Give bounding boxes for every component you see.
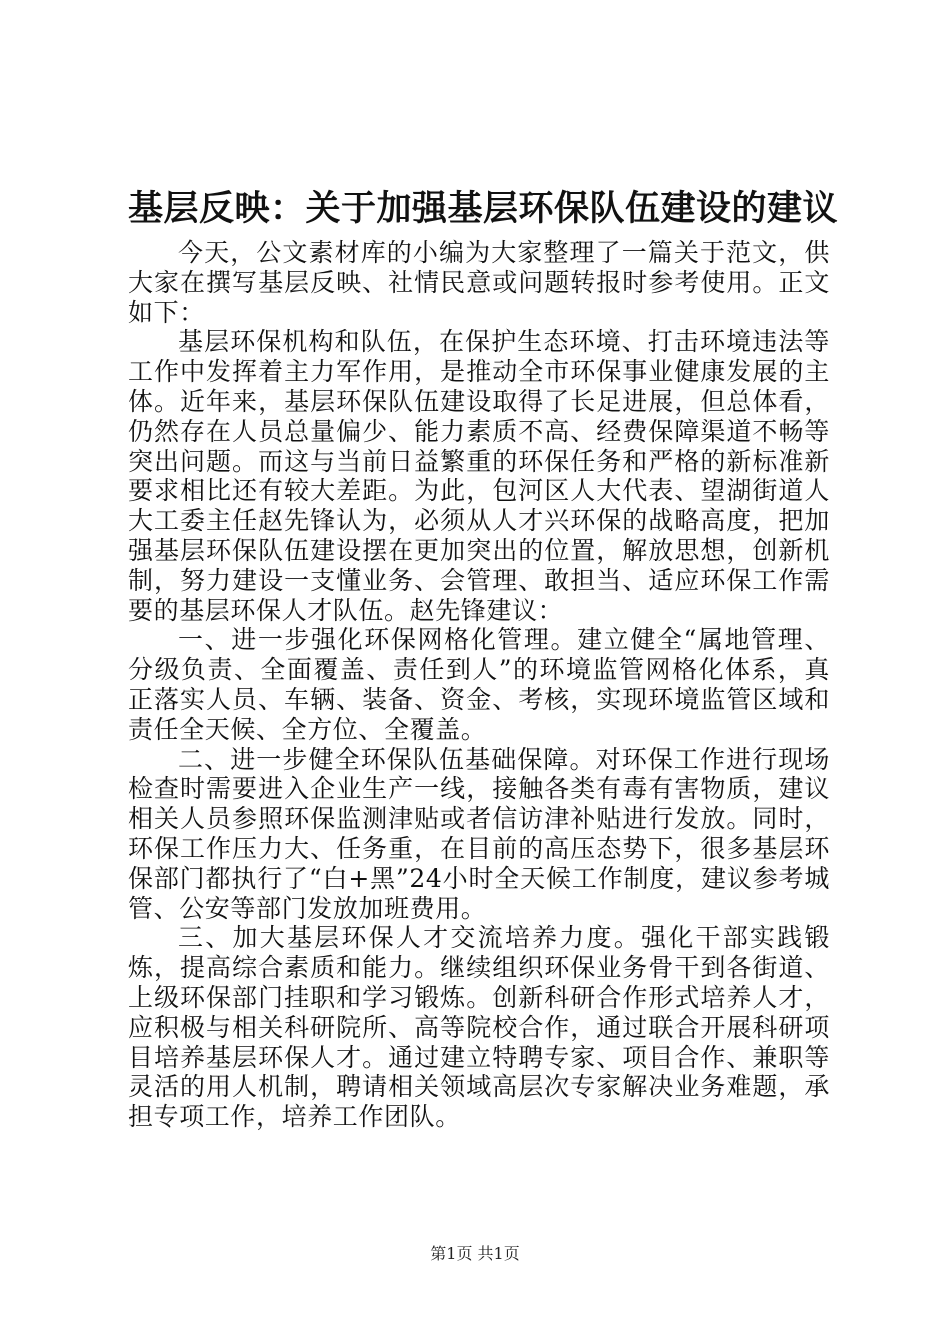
background-paragraph: 基层环保机构和队伍，在保护生态环境、打击环境违法等工作中发挥着主力军作用，是推动全市环保事业健康发展的主体。近年来，基层环保队伍建设取得了长足进展，但总体看，仍然存在人员总量偏少、能力素质不高、经费保障渠道不畅等突出问题。而这与当前日益繁重的环保任务和严格的新标准新要求相比还有较大差距。为此，包河区人大代表、望湖街道人大工委主任赵先锋认为，必须从人才兴环保的战略高度，把加强基层环保队伍建设摆在更加突出的位置，解放思想，创新机制，努力建设一支懂业务、会管理、敢担当、适应环保工作需要的基层环保人才队伍。赵先锋建议： [128,327,830,625]
document-title: 基层反映：关于加强基层环保队伍建设的建议 [128,188,839,229]
intro-paragraph: 今天，公文素材库的小编为大家整理了一篇关于范文，供大家在撰写基层反映、社情民意或问题转报时参考使用。正文如下： [128,238,830,327]
suggestion-three-paragraph: 三、加大基层环保人才交流培养力度。强化干部实践锻炼，提高综合素质和能力。继续组织环保业务骨干到各街道、上级环保部门挂职和学习锻炼。创新科研合作形式培养人才，应积极与相关科研院所、高等院校合作，通过联合开展科研项目培养基层环保人才。通过建立特聘专家、项目合作、兼职等灵活的用人机制，聘请相关领域高层次专家解决业务难题，承担专项工作，培养工作团队。 [128,923,830,1132]
page-number-footer: 第1页 共1页 [430,1244,520,1263]
suggestion-two-paragraph: 二、进一步健全环保队伍基础保障。对环保工作进行现场检查时需要进入企业生产一线，接触各类有毒有害物质，建议相关人员参照环保监测津贴或者信访津补贴进行发放。同时，环保工作压力大、任务重，在目前的高压态势下，很多基层环保部门都执行了“白+黑”24小时全天候工作制度，建议参考城管、公安等部门发放加班费用。 [128,744,830,923]
document-body [128,238,830,1132]
suggestion-one-paragraph: 一、进一步强化环保网格化管理。建立健全“属地管理、分级负责、全面覆盖、责任到人”的环境监管网格化体系，真正落实人员、车辆、装备、资金、考核，实现环境监管区域和责任全天候、全方位、全覆盖。 [128,625,830,744]
